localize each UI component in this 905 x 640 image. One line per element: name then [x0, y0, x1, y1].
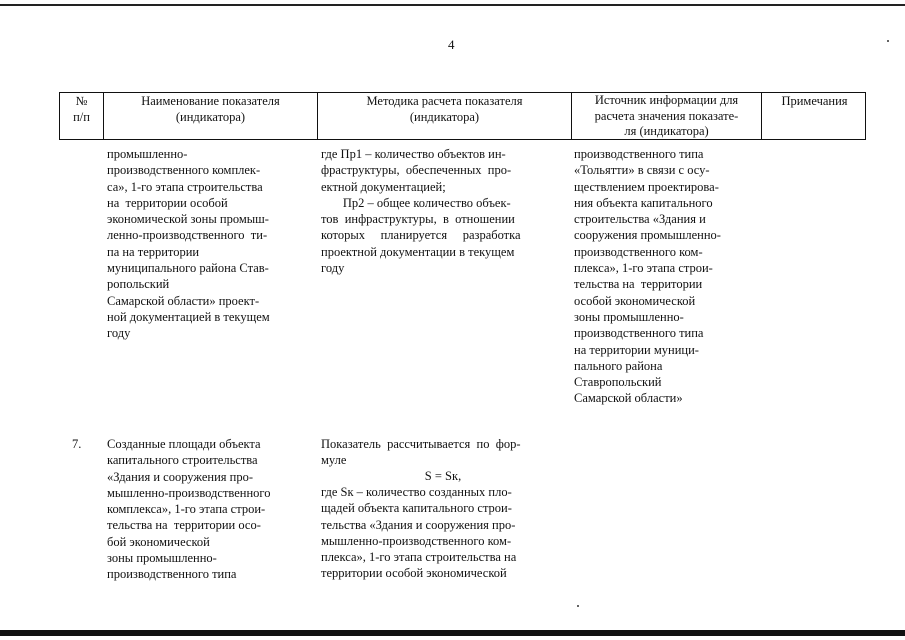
continued-row-source: производственного типа «Тольятти» в связи с осу- ществлением проектирова- ния объекта капитального строительства «Здания и сооружения промышленно- производственного ком- плекса», 1-го этапа строи- тельства на территории особой экономической зоны промышленно- производственного типа на территории муници- пального района Ставропольский Самарской области»	[574, 147, 721, 406]
row7-formula: S = Sк,	[424, 469, 462, 483]
header-source	[571, 93, 761, 139]
header-method	[317, 93, 571, 139]
header-number-label: № п/п	[73, 94, 90, 124]
scan-speck	[887, 40, 889, 42]
header-name-label: Наименование показателя (индикатора)	[141, 94, 280, 124]
continued-row-method: где Пр1 – количество объектов ин- фраструктуры, обеспеченных про- ектной документацией; Пр2 – общее количество объек- тов инфраструктуры, в отношении которых планируется разработка проектной документации в текущем году	[321, 147, 521, 276]
indicator-table	[59, 92, 866, 140]
header-name	[103, 93, 317, 139]
continued-row-name: промышленно- производственного комплек- са», 1-го этапа строительства на территории особой экономической зоны промыш- ленно-производственного ти- па на территории муниципального района Став- ропольский Самарской области» проект- ной документацией в текущем году	[107, 147, 270, 341]
header-source-label: Источник информации для расчета значения показате- ля (индикатора)	[594, 93, 739, 138]
row7-method-definition: где Sк – количество созданных пло- щадей объекта капитального строи- тельства «Здания и сооружения про- мышленно-производственного ком- плекса», 1-го этапа строительства на территории особой экономической	[321, 485, 517, 581]
bottom-border-rule	[0, 630, 905, 636]
page-number: 4	[448, 37, 455, 52]
header-notes	[761, 93, 867, 139]
row7-number: 7.	[72, 437, 82, 451]
row7-name: Созданные площади объекта капитального строительства «Здания и сооружения про- мышленно-производственного комплекса», 1-го этапа строи- тельства на территории осо- бой экономической зоны промышленно- производственного типа	[107, 437, 271, 582]
header-number	[60, 93, 103, 139]
scan-speck	[577, 605, 579, 607]
row7-method-intro: Показатель рассчитывается по фор- муле	[321, 437, 521, 468]
header-notes-label: Примечания	[781, 94, 848, 108]
top-border-rule	[0, 4, 905, 6]
header-method-label: Методика расчета показателя (индикатора)	[366, 94, 523, 124]
table-header-row	[59, 92, 866, 140]
